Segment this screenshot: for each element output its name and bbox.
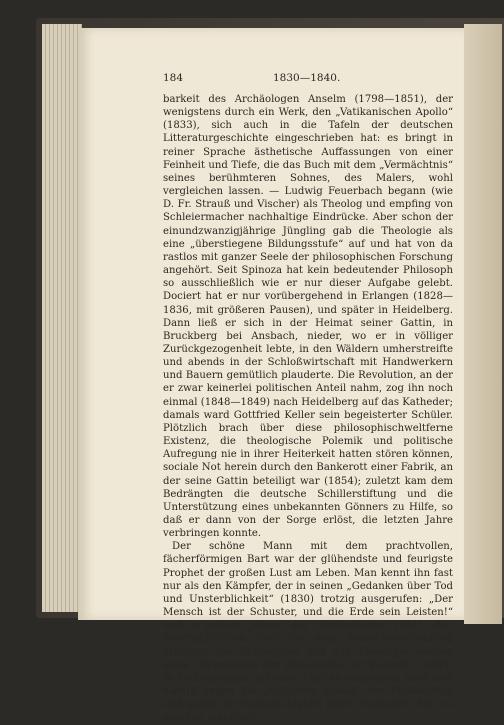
running-header bbox=[163, 72, 453, 86]
paragraph: Der schöne Mann mit dem prachtvollen, fächerförmigen Bart war der glühendste und feurigste Prophet der großen Lust am Leben. Man kennt ihn fast nur als den Kämpfer, der in seinen „Gedanken über Tod und Unsterblichkeit“ (1830) trotzig ausgerufen: „Der Mensch ist der Schuster, und die Erde sein Leisten!“ und in seinem „Wesen des Christentums“ (1841) den übernatürlichen Gott für eine Menschenschöpfung erklärte; alle Philosophie und alle Theologie wollten seine „Grundsätze der Philosophie der Zukunft“ (1843) in Anthropologie auflösen. Aber so bedeutsam auch sein Kampf gegen die „logischen Spiele“ der Philosophen und gegen die Halbgläubigkeit jener Theologen, die „zu glauben glaubten“, bbox=[163, 541, 453, 724]
page-body-text bbox=[163, 93, 453, 725]
running-title: 1830—1840. bbox=[273, 72, 341, 84]
page-edges bbox=[42, 24, 82, 612]
paragraph: barkeit des Archäologen Anselm (1798—1851), der wenigstens durch ein Werk, den „Vatikanischen Apollo“ (1833), sich auch in die Tafeln der deutschen Litteraturgeschichte eingeschrieben hat: es bringt in reiner Sprache ästhetische Auffassungen von einer Feinheit und Tiefe, die das Buch mit dem „Vermächtnis“ seines berühmteren Sohnes, des Malers, wohl vergleichen lassen. — Ludwig Feuerbach begann (wie D. Fr. Strauß und Vischer) als Theolog und empfing von Schleiermacher nachhaltige Eindrücke. Aber schon der einundzwanzigjährige Jüngling gab die Theologie als eine „überstiegene Bildungsstufe“ auf und hat von da rastlos mit ganzer Seele der philosophischen Forschung angehört. Seit Spinoza hat kein bedeutender Philosoph so ausschließlich wie er nur dieser Aufgabe gelebt. Dociert hat er nur vorübergehend in Erlangen (1828—1836, mit größeren Pausen), und später in Heidelberg. Dann ließ er sich in der Heimat seiner Gattin, in Bruckberg bei Ansbach, nieder, wo er in völliger Zurückgezogenheit lebte, in den Wäldern umherstreifte und abends in der Schloßwirtschaft mit Handwerkern und Bauern gemütlich plauderte. Die Revolution, an der er zwar keinerlei politischen Anteil nahm, zog ihn noch einmal (1848—1849) nach Heidelberg auf das Katheder; damals ward Gottfried Keller sein begeisterter Schüler. Plötzlich brach über diese philosophischweltferne Existenz, die theologische Polemik und politische Aufregung nie in ihrer Heiterkeit hatten stören können, sociale Not herein durch den Bankerott einer Fabrik, an der seine Gattin beteiligt war (1854); zuletzt kam dem Bedrängten die deutsche Schillerstiftung und die Unterstützung eines unbekannten Gönners zu Hilfe, so daß er dann von der Sorge erlöst, die letzten Jahre verbringen konnte. bbox=[163, 94, 453, 540]
page-number: 184 bbox=[163, 72, 184, 84]
facing-page-edge bbox=[464, 24, 502, 624]
